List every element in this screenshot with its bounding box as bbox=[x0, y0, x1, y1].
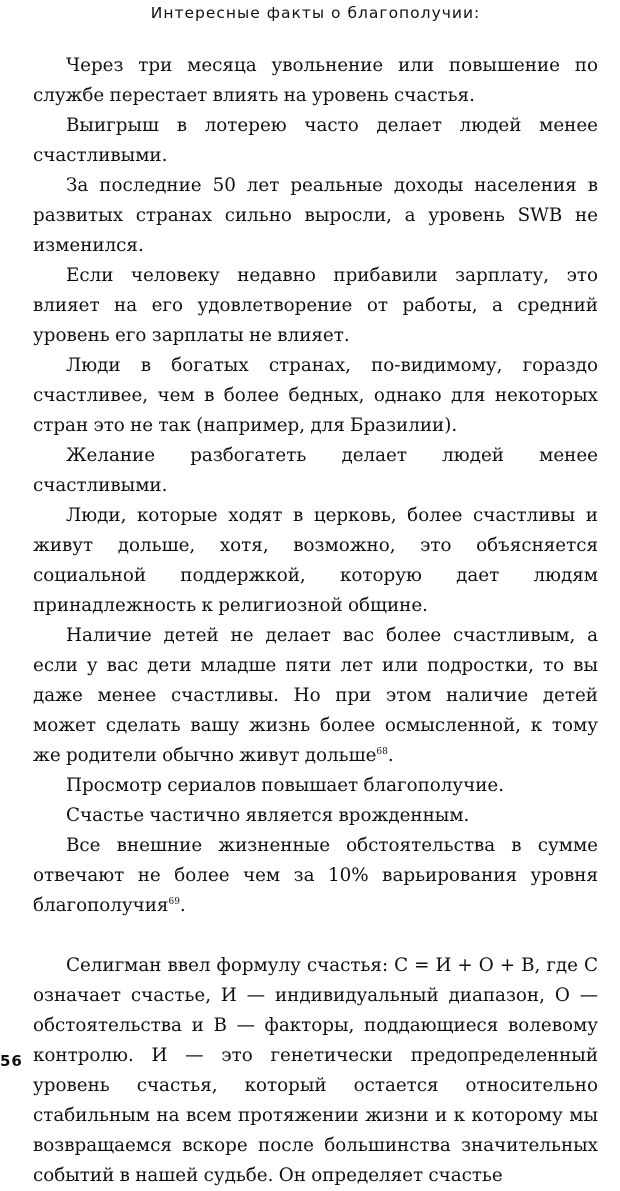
sentence-end: . bbox=[387, 745, 394, 766]
fact-paragraph: Люди в богатых странах, по-видимому, гораздо счастливее, чем в более бедных, однако для некоторых стран это не так (например, для Бразилии). bbox=[33, 355, 598, 436]
fact-paragraph-with-note bbox=[33, 621, 598, 771]
fact-text: Все внешние жизненные обстоятельства в сумме отвечают не более чем за 10% варьирования уровня благополучия bbox=[33, 835, 598, 916]
page-number: 56 bbox=[0, 1052, 23, 1070]
sentence-end: . bbox=[179, 895, 186, 916]
facts-list bbox=[33, 51, 598, 921]
paragraph-gap bbox=[33, 921, 598, 951]
fact-text: Наличие детей не делает вас более счастливым, а если у вас дети младше пяти лет или подростки, то вы даже менее счастливы. Но при этом наличие детей может сделать вашу жизнь более осмысленной, к тому же родители обычно живут дольше bbox=[33, 625, 598, 766]
fact-paragraph: Если человеку недавно прибавили зарплату, это влияет на его удовлетворение от работы, а средний уровень его зарплаты не влияет. bbox=[33, 265, 598, 346]
footnote-ref-68: 68 bbox=[376, 746, 388, 757]
fact-paragraph: За последние 50 лет реальные доходы населения в развитых странах сильно выросли, а уровень SWB не изменился. bbox=[33, 175, 598, 256]
fact-paragraph-with-note bbox=[33, 831, 598, 921]
formula-paragraph: Селигман ввел формулу счастья: С = И + О + В, где С означает счастье, И — индивидуальный диапазон, О — обстоятельства и В — факторы, поддающиеся волевому контролю. И — это генетически предопределенный уровень счастья, который остается относительно стабильным на всем протяжении жизни и к которому мы возвращаемся вскоре после большинства значительных событий в нашей судьбе. Он определяет счастье bbox=[33, 955, 598, 1186]
fact-paragraph: Желание разбогатеть делает людей менее счастливыми. bbox=[33, 445, 598, 496]
footnote-ref-69: 69 bbox=[168, 896, 180, 907]
running-head: Интересные факты о благополучии: bbox=[150, 4, 481, 22]
formula-section bbox=[33, 951, 598, 1191]
fact-paragraph: Люди, которые ходят в церковь, более счастливы и живут дольше, хотя, возможно, это объясняется социальной поддержкой, которую дает людям принадлежность к религиозной общине. bbox=[33, 505, 598, 616]
fact-paragraph: Через три месяца увольнение или повышение по службе перестает влиять на уровень счастья. bbox=[33, 55, 598, 106]
fact-paragraph: Счастье частично является врожденным. bbox=[66, 805, 470, 826]
fact-paragraph: Просмотр сериалов повышает благополучие. bbox=[66, 775, 505, 796]
fact-paragraph: Выигрыш в лотерею часто делает людей менее счастливыми. bbox=[33, 115, 598, 166]
